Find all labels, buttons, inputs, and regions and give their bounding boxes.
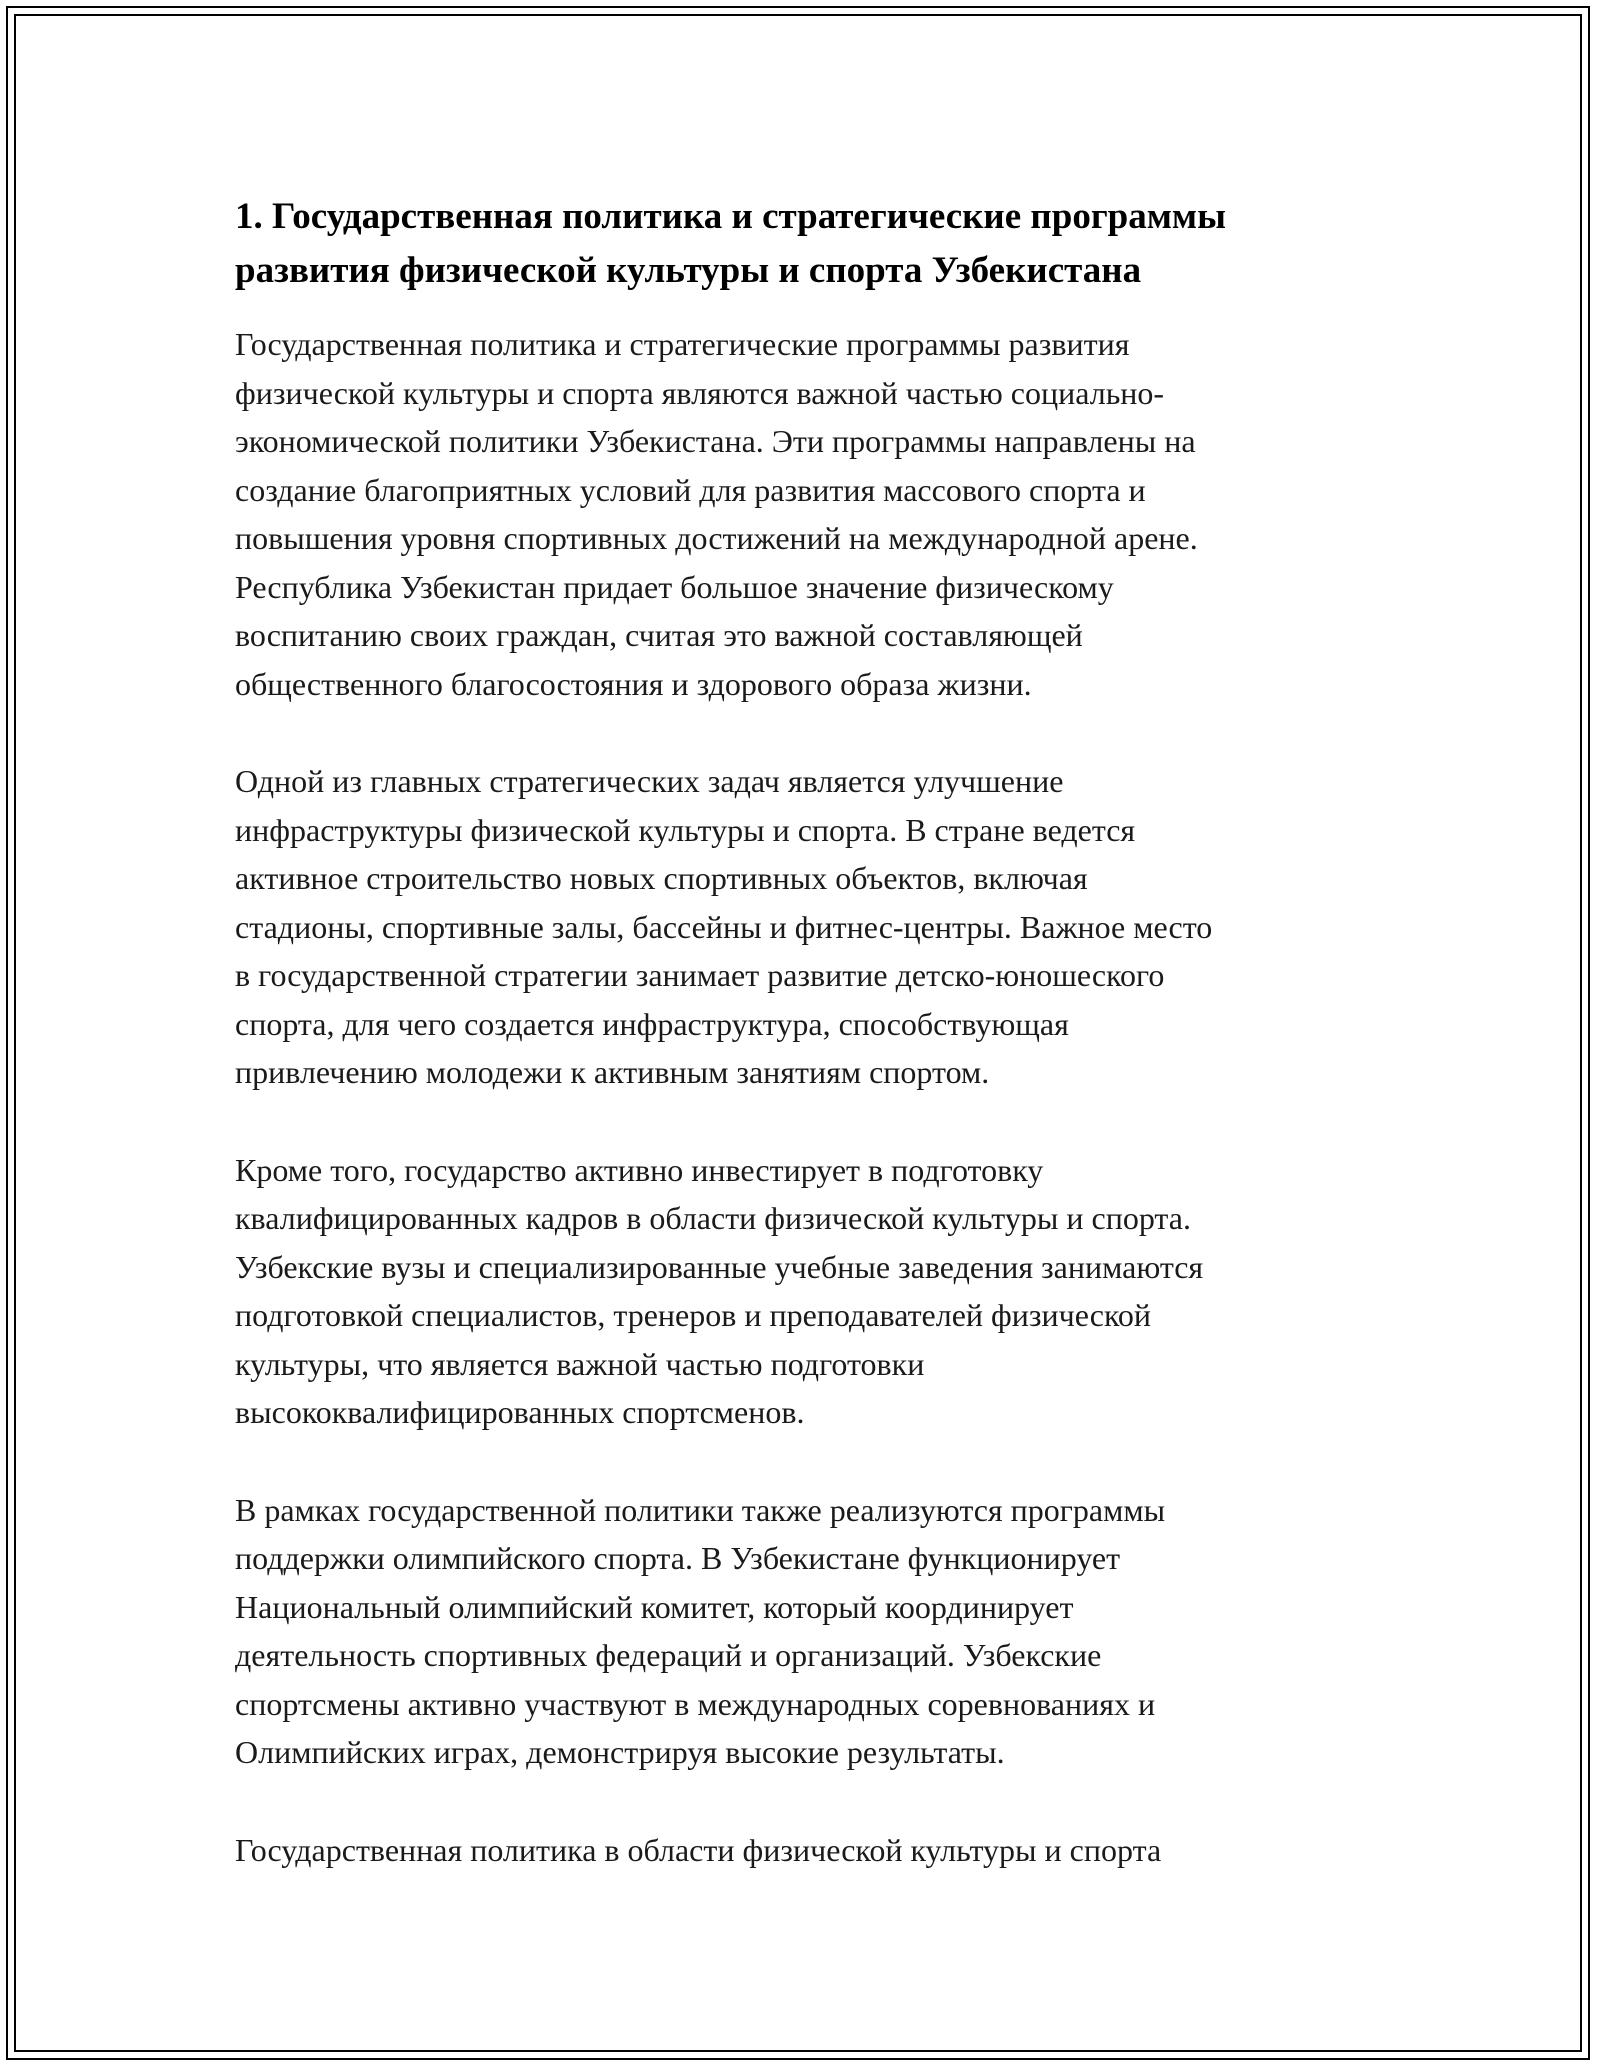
text-line: повышения уровня спортивных достижений на международной арене.	[235, 520, 1198, 556]
text-line: высококвалифицированных спортсменов.	[235, 1394, 805, 1430]
text-line: в государственной стратегии занимает развитие детско-юношеского	[235, 957, 1165, 993]
heading-line: развития физической культуры и спорта Узбекистана	[235, 250, 1142, 291]
paragraph-2	[235, 757, 1385, 1097]
heading-line: 1. Государственная политика и стратегические программы	[235, 196, 1226, 237]
paragraph-1	[235, 320, 1385, 708]
text-line: воспитанию своих граждан, считая это важной составляющей	[235, 617, 1083, 653]
section-heading	[235, 190, 1385, 298]
text-line: Республика Узбекистан придает большое значение физическому	[235, 568, 1114, 605]
text-line: культуры, что является важной частью подготовки	[235, 1345, 925, 1382]
text-line: деятельность спортивных федераций и организаций. Узбекские	[235, 1637, 1102, 1673]
text-line: квалифицированных кадров в области физической культуры и спорта.	[235, 1200, 1191, 1236]
text-line: Национальный олимпийский комитет, который координирует	[235, 1588, 1074, 1625]
text-line: Кроме того, государство активно инвестирует в подготовку	[235, 1151, 1044, 1188]
text-line: Узбекские вузы и специализированные учебные заведения занимаются	[235, 1248, 1204, 1285]
text-line: В рамках государственной политики также реализуются программы	[235, 1491, 1166, 1528]
text-line: Олимпийских играх, демонстрируя высокие результаты.	[235, 1734, 1005, 1770]
text-line: подготовкой специалистов, тренеров и преподавателей физической	[235, 1297, 1152, 1333]
document-body	[235, 190, 1385, 1874]
text-line: общественного благосостояния и здорового образа жизни.	[235, 665, 1032, 702]
text-line: активное строительство новых спортивных объектов, включая	[235, 860, 1088, 896]
text-line: инфраструктуры физической культуры и спорта. В стране ведется	[235, 811, 1136, 848]
text-line: спортсмены активно участвуют в международных соревнованиях и	[235, 1685, 1156, 1722]
text-line: Одной из главных стратегических задач является улучшение	[235, 763, 1064, 799]
text-line: привлечению молодежи к активным занятиям спортом.	[235, 1054, 990, 1090]
paragraph-5	[235, 1826, 1385, 1875]
text-line: физической культуры и спорта являются важной частью социально-	[235, 374, 1165, 411]
text-line: поддержки олимпийского спорта. В Узбекистане функционирует	[235, 1540, 1121, 1576]
text-line: создание благоприятных условий для развития массового спорта и	[235, 471, 1146, 508]
text-line: Государственная политика и стратегические программы развития	[235, 326, 1130, 362]
text-line: экономической политики Узбекистана. Эти программы направлены на	[235, 423, 1196, 459]
text-line: стадионы, спортивные залы, бассейны и фитнес-центры. Важное место	[235, 908, 1213, 945]
text-line: спорта, для чего создается инфраструктура, способствующая	[235, 1005, 1069, 1042]
paragraph-4	[235, 1486, 1385, 1777]
text-line: Государственная политика в области физической культуры и спорта	[235, 1831, 1162, 1868]
paragraph-3	[235, 1146, 1385, 1437]
